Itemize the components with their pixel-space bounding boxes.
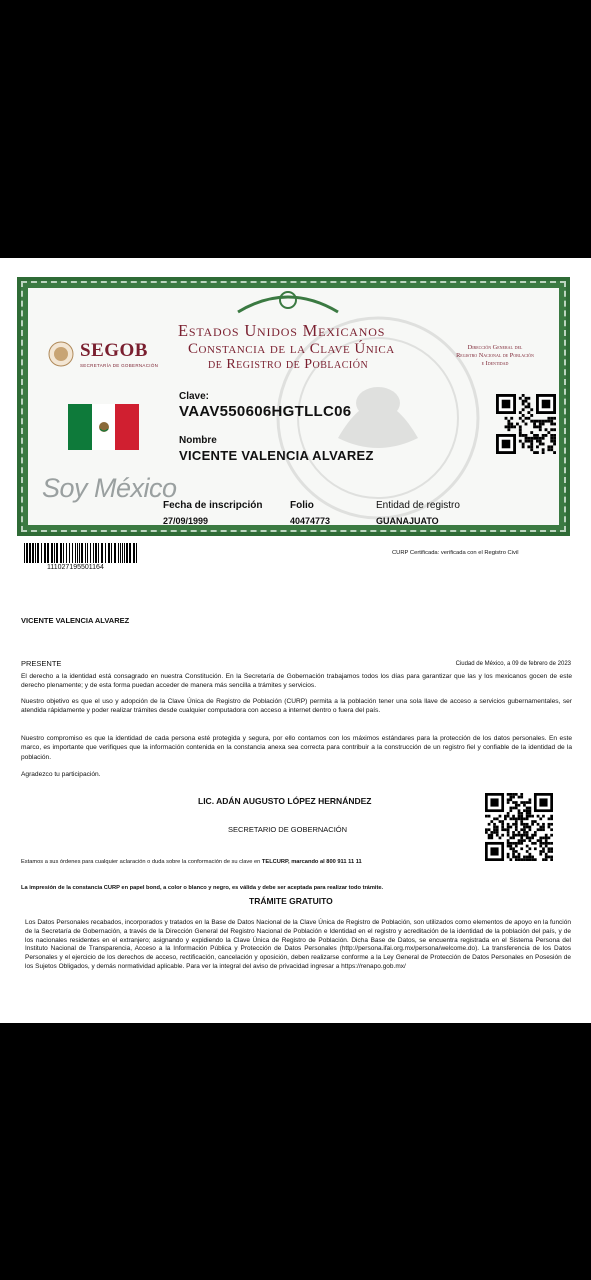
qr-code-signature-icon bbox=[485, 793, 553, 861]
curp-certificate-card bbox=[17, 277, 570, 536]
clave-label: Clave: bbox=[179, 391, 210, 402]
paragraph-2: Nuestro objetivo es que el uso y adopción de la Clave Única de Registro de Población (CURP) permita a la población tener una sola llave de acceso a servicios gubernamentales, ser atendida rápidamente y poder realizar trámites desde cualquier computadora con acceso a internet dentro o fuera del país. bbox=[21, 698, 572, 715]
qr-code-icon bbox=[496, 394, 556, 454]
signer-name: LIC. ADÁN AUGUSTO LÓPEZ HERNÁNDEZ bbox=[198, 796, 372, 806]
title-estados-unidos: Estados Unidos Mexicanos bbox=[178, 321, 386, 340]
entidad-label: Entidad de registro bbox=[376, 500, 460, 511]
privacy-notice: Los Datos Personales recabados, incorporados y tratados en la Base de Datos Nacional de la Clave Única de Registro de Población, son utilizados como elementos de apoyo en la función de la Secretaría de Gobernación, a través de la Dirección General del Registro Nacional de Población e Identidad en el registro y acreditación de la identidad de la población del país, y de los nacionales residentes en el extranjero; asignando y expidiendo la Clave Única de Registro de Población. Dicha Base de Datos, se encuentra registrada en el Sistema Persona del Instituto Nacional de Transparencia, Acceso a la Información Pública y Protección de Datos Personales (http://persona.ifai.org.mx/persona/welcome.do). La transferencia de los Datos Personales y el ejercicio de los derechos de acceso, rectificación, cancelación y oposición, deben realizarse conforme a la Ley General de Protección de Datos Personales en Posesión de los Sujetos Obligados, y demás normatividad aplicable. Para ver la integral del aviso de privacidad ingresar a https://renapo.gob.mx/ bbox=[25, 919, 571, 970]
title-registro: de Registro de Población bbox=[208, 357, 369, 372]
presente-label: PRESENTE bbox=[21, 659, 62, 668]
curp-certificada-note: CURP Certificada: verificada con el Registro Civil bbox=[392, 550, 519, 556]
segob-logo bbox=[48, 340, 158, 368]
barcode-icon bbox=[24, 543, 137, 563]
contact-note: Estamos a sus órdenes para cualquier aclaración o duda sobre la conformación de su clave en TELCURP, marcando al 800 911 11 11 bbox=[21, 859, 362, 865]
paragraph-4: Agradezco tu participación. bbox=[21, 771, 101, 778]
segob-subtitle: SECRETARÍA DE GOBERNACIÓN bbox=[80, 363, 159, 368]
barcode-number: 111027195501164 bbox=[47, 564, 104, 571]
mexico-flag-icon bbox=[68, 404, 139, 450]
addressee-name: VICENTE VALENCIA ALVAREZ bbox=[21, 616, 130, 625]
curp-document bbox=[0, 258, 591, 1023]
segob-wordmark: SEGOB bbox=[80, 340, 148, 361]
fecha-label: Fecha de inscripción bbox=[163, 500, 263, 511]
printing-validity-note: La impresión de la constancia CURP en papel bond, a color o blanco y negro, es válida y debe ser aceptada para realizar todo trámite. bbox=[21, 885, 384, 891]
place-date: Ciudad de México, a 09 de febrero de 2023 bbox=[455, 661, 571, 667]
paragraph-1: El derecho a la identidad está consagrado en nuestra Constitución. En la Secretaría de Gobernación trabajamos todos los días para garantizar que las y los mexicanos gocen de este derecho plenamente; y de esta forma puedan acceder de manera más sencilla a trámites y servicios. bbox=[21, 673, 572, 690]
soy-mexico-text: Soy México bbox=[42, 473, 177, 503]
clave-value: VAAV550606HGTLLC06 bbox=[179, 403, 352, 420]
folio-label: Folio bbox=[290, 500, 314, 511]
telcurp-phone: TELCURP, marcando al 800 911 11 11 bbox=[261, 859, 362, 865]
fecha-value: 27/09/1999 bbox=[163, 516, 209, 525]
folio-value: 40474773 bbox=[290, 516, 331, 525]
signer-title: SECRETARIO DE GOBERNACIÓN bbox=[228, 825, 348, 834]
direccion-general-text: Dirección General del Registro Nacional de Población e Identidad bbox=[456, 344, 534, 367]
tramite-gratuito: TRÁMITE GRATUITO bbox=[249, 896, 333, 906]
paragraph-3: Nuestro compromiso es que la identidad de cada persona esté protegida y segura, por ello contamos con los máximos estándares para la protección de los datos personales. En este marco, es importante que verifiques que la información contenida en la constancia anexa sea correcta para contribuir a la construcción de un registro fiel y confiable de la identidad de la población. bbox=[21, 735, 572, 761]
segob-seal-icon bbox=[48, 341, 74, 367]
nombre-value: VICENTE VALENCIA ALVAREZ bbox=[179, 448, 374, 463]
nombre-label: Nombre bbox=[179, 435, 217, 446]
title-constancia: Constancia de la Clave Única bbox=[188, 341, 395, 357]
entidad-value: GUANAJUATO bbox=[376, 516, 439, 525]
